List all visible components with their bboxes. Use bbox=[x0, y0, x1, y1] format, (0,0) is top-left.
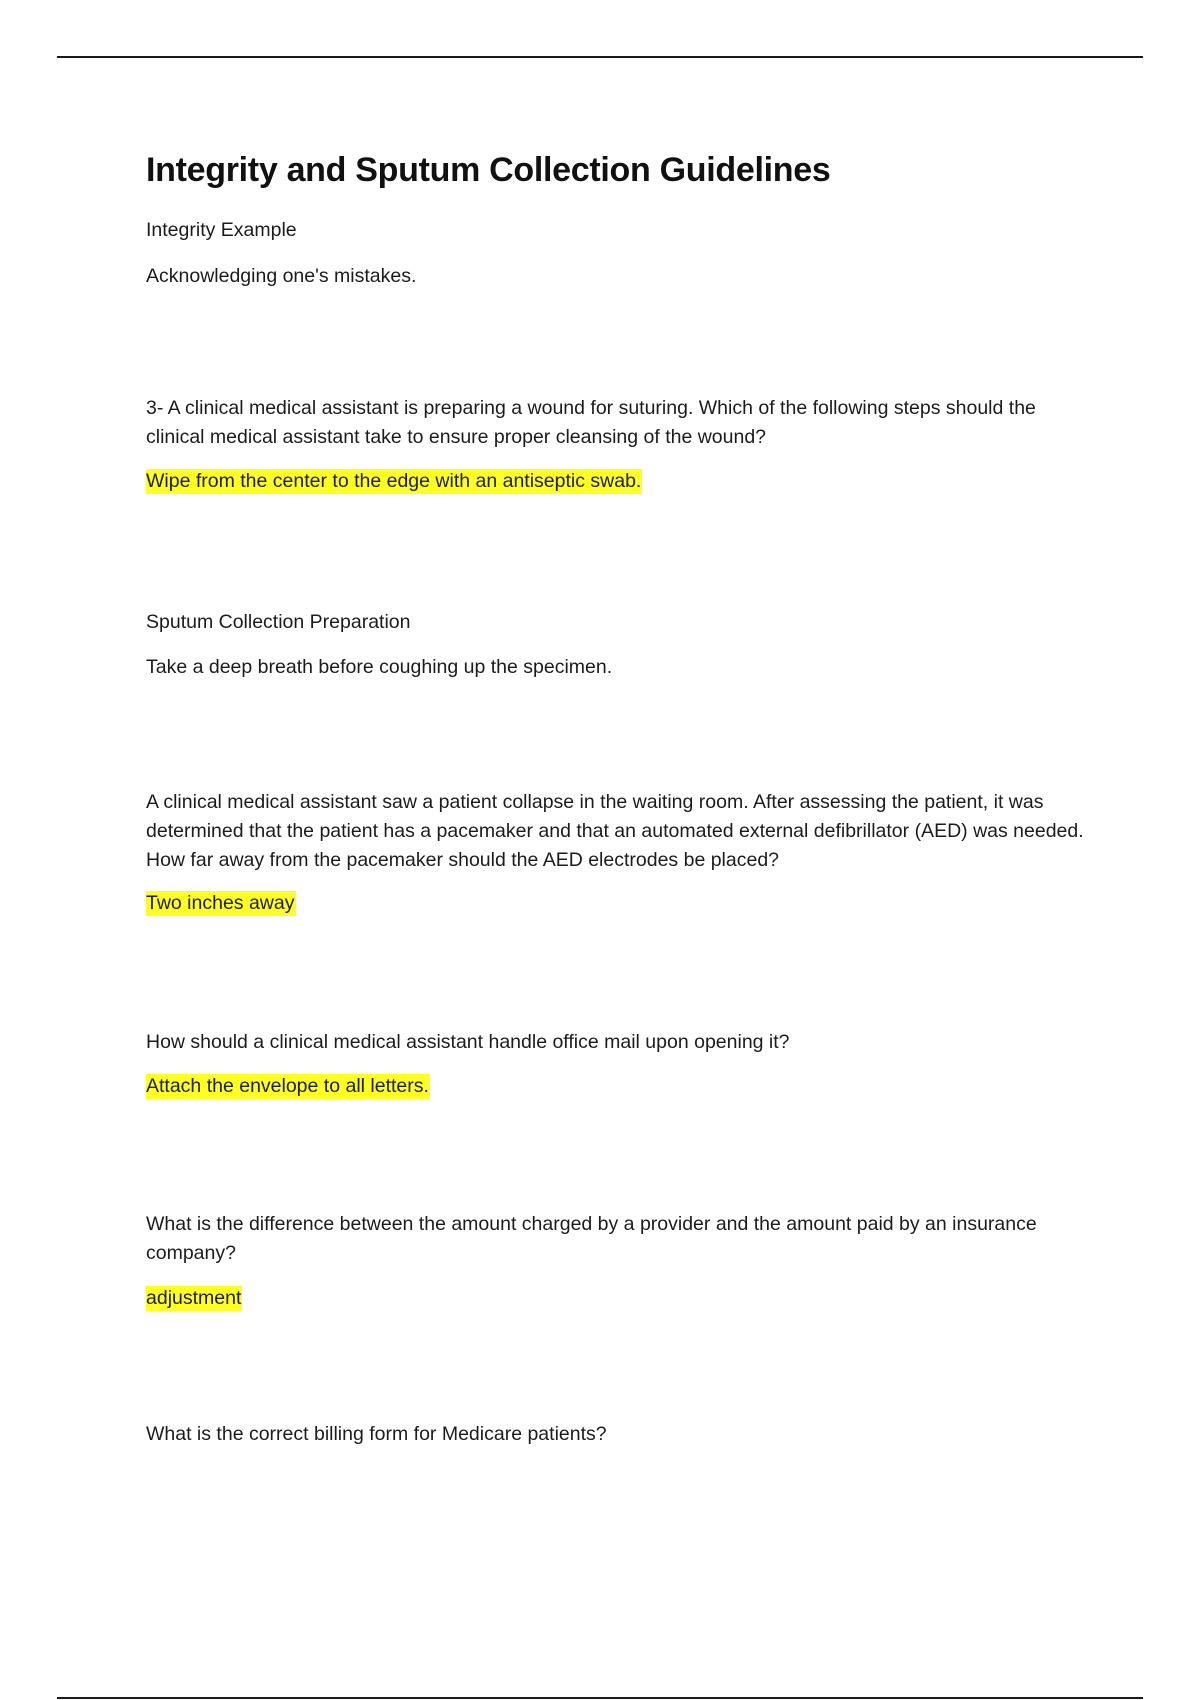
highlighted-answer: adjustment bbox=[146, 1287, 242, 1309]
qa-block-aed bbox=[146, 788, 1086, 918]
highlighted-answer: Attach the envelope to all letters. bbox=[146, 1075, 429, 1097]
prompt-text: 3- A clinical medical assistant is preparing a wound for suturing. Which of the following steps should the clinical medical assistant take to ensure proper cleansing of the wound? bbox=[146, 397, 1036, 448]
qa-block-wound bbox=[146, 394, 1086, 496]
answer-text bbox=[146, 889, 1086, 918]
bottom-rule bbox=[57, 1697, 1143, 1699]
qa-block-integrity bbox=[146, 216, 1086, 291]
prompt-text: What is the difference between the amount charged by a provider and the amount paid by an insurance company? bbox=[146, 1213, 1037, 1264]
document-title: Integrity and Sputum Collection Guidelines bbox=[146, 151, 831, 189]
prompt-text: A clinical medical assistant saw a patient collapse in the waiting room. After assessing the patient, it was determined that the patient has a pacemaker and that an automated external defibrillator (AED) was needed. How far away from the pacemaker should the AED electrodes be placed? bbox=[146, 791, 1084, 871]
qa-block-mail bbox=[146, 1028, 1086, 1101]
prompt-text: What is the correct billing form for Medicare patients? bbox=[146, 1423, 607, 1445]
qa-block-medicare bbox=[146, 1420, 1086, 1449]
qa-block-adjustment bbox=[146, 1210, 1086, 1313]
answer-text: Take a deep breath before coughing up the specimen. bbox=[146, 656, 613, 678]
answer-text: Acknowledging one's mistakes. bbox=[146, 265, 417, 287]
qa-block-sputum bbox=[146, 608, 1086, 682]
highlighted-answer: Wipe from the center to the edge with an antiseptic swab. bbox=[146, 470, 642, 492]
highlighted-answer: Two inches away bbox=[146, 892, 295, 914]
answer-text bbox=[146, 1072, 1086, 1101]
answer-text bbox=[146, 1284, 1086, 1313]
document-body bbox=[146, 140, 1086, 1445]
prompt-text: Integrity Example bbox=[146, 219, 297, 241]
prompt-text: How should a clinical medical assistant handle office mail upon opening it? bbox=[146, 1031, 790, 1053]
top-rule bbox=[57, 56, 1143, 58]
answer-text bbox=[146, 467, 1086, 496]
prompt-text: Sputum Collection Preparation bbox=[146, 611, 411, 633]
